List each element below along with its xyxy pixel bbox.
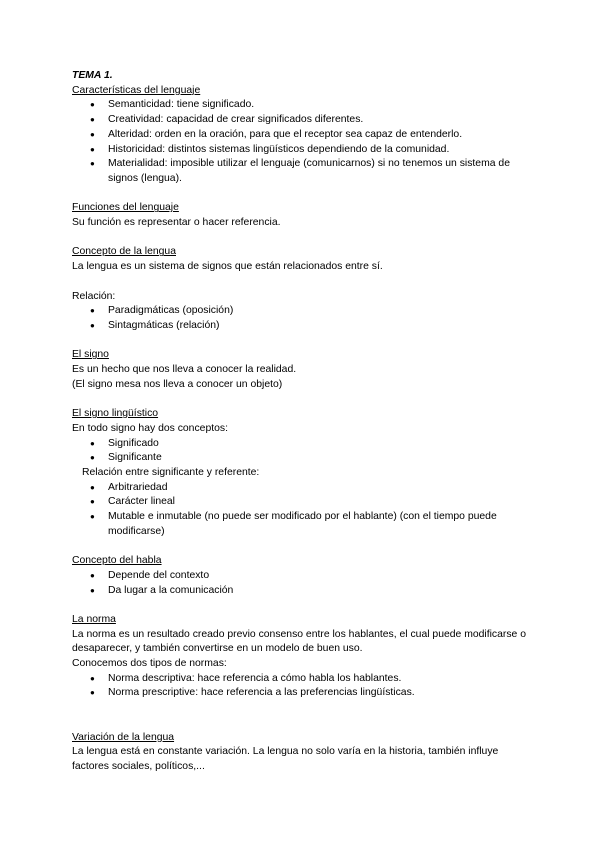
page-title: TEMA 1. xyxy=(72,70,113,81)
relacion-list xyxy=(72,304,532,333)
list-item: ● Da lugar a la comunicación xyxy=(108,584,532,599)
signo-line2: (El signo mesa nos lleva a conocer un objeto) xyxy=(72,378,283,390)
heading-funciones: Funciones del lenguaje xyxy=(72,202,179,214)
heading-variacion: Variación de la lengua xyxy=(72,731,175,743)
list-item: ● Historicidad: distintos sistemas lingüísticos dependiendo de la comunidad. xyxy=(108,143,532,158)
heading-norma: La norma xyxy=(72,613,116,625)
conceptos-list xyxy=(72,437,532,466)
heading-signo: El signo xyxy=(72,349,109,361)
caracteristicas-list xyxy=(72,98,532,186)
norma-list xyxy=(72,672,532,701)
list-item: ● Carácter lineal xyxy=(108,495,532,510)
list-item: ● Significado xyxy=(108,437,532,452)
list-item: ● Significante xyxy=(108,451,532,466)
list-item: ● Depende del contexto xyxy=(108,569,532,584)
document-page xyxy=(72,69,532,775)
relacion-label: Relación: xyxy=(72,290,116,302)
relacion-significante-label: Relación entre significante y referente: xyxy=(82,466,260,478)
heading-concepto-lengua: Concepto de la lengua xyxy=(72,246,176,258)
concepto-lengua-text: La lengua es un sistema de signos que están relacionados entre sí. xyxy=(72,261,383,273)
norma-text: La norma es un resultado creado previo consenso entre los hablantes, el cual puede modificarse o desaparecer, y también convertirse en un modelo de buen uso. xyxy=(72,628,527,655)
list-item: ● Norma prescriptive: hace referencia a las preferencias lingüísticas. xyxy=(108,686,532,701)
relacion-significante-list xyxy=(72,481,532,540)
list-item: ● Mutable e inmutable (no puede ser modificado por el hablante) (con el tiempo puede modificarse) xyxy=(108,510,532,539)
list-item: ● Sintagmáticas (relación) xyxy=(108,319,532,334)
heading-caracteristicas: Características del lenguaje xyxy=(72,84,201,96)
heading-signo-linguistico: El signo lingüístico xyxy=(72,408,159,420)
list-item: ● Alteridad: orden en la oración, para que el receptor sea capaz de entenderlo. xyxy=(108,128,532,143)
list-item: ● Norma descriptiva: hace referencia a cómo habla los hablantes. xyxy=(108,672,532,687)
funciones-text: Su función es representar o hacer referencia. xyxy=(72,217,281,229)
list-item: ● Semanticidad: tiene significado. xyxy=(108,98,532,113)
habla-list xyxy=(72,569,532,598)
variacion-text: La lengua está en constante variación. La lengua no solo varía en la historia, también influye factores sociales, políticos,... xyxy=(72,746,499,772)
list-item: ● Creatividad: capacidad de crear significados diferentes. xyxy=(108,113,532,128)
signo-linguistico-text: En todo signo hay dos conceptos: xyxy=(72,422,228,434)
signo-line1: Es un hecho que nos lleva a conocer la realidad. xyxy=(72,364,297,375)
list-item: ● Paradigmáticas (oposición) xyxy=(108,304,532,319)
list-item: ● Materialidad: imposible utilizar el lenguaje (comunicarnos) si no tenemos un sistema de signos (lengua). xyxy=(108,157,532,186)
heading-habla: Concepto del habla xyxy=(72,555,162,567)
list-item: ● Arbitrariedad xyxy=(108,481,532,496)
norma-text2: Conocemos dos tipos de normas: xyxy=(72,658,227,670)
